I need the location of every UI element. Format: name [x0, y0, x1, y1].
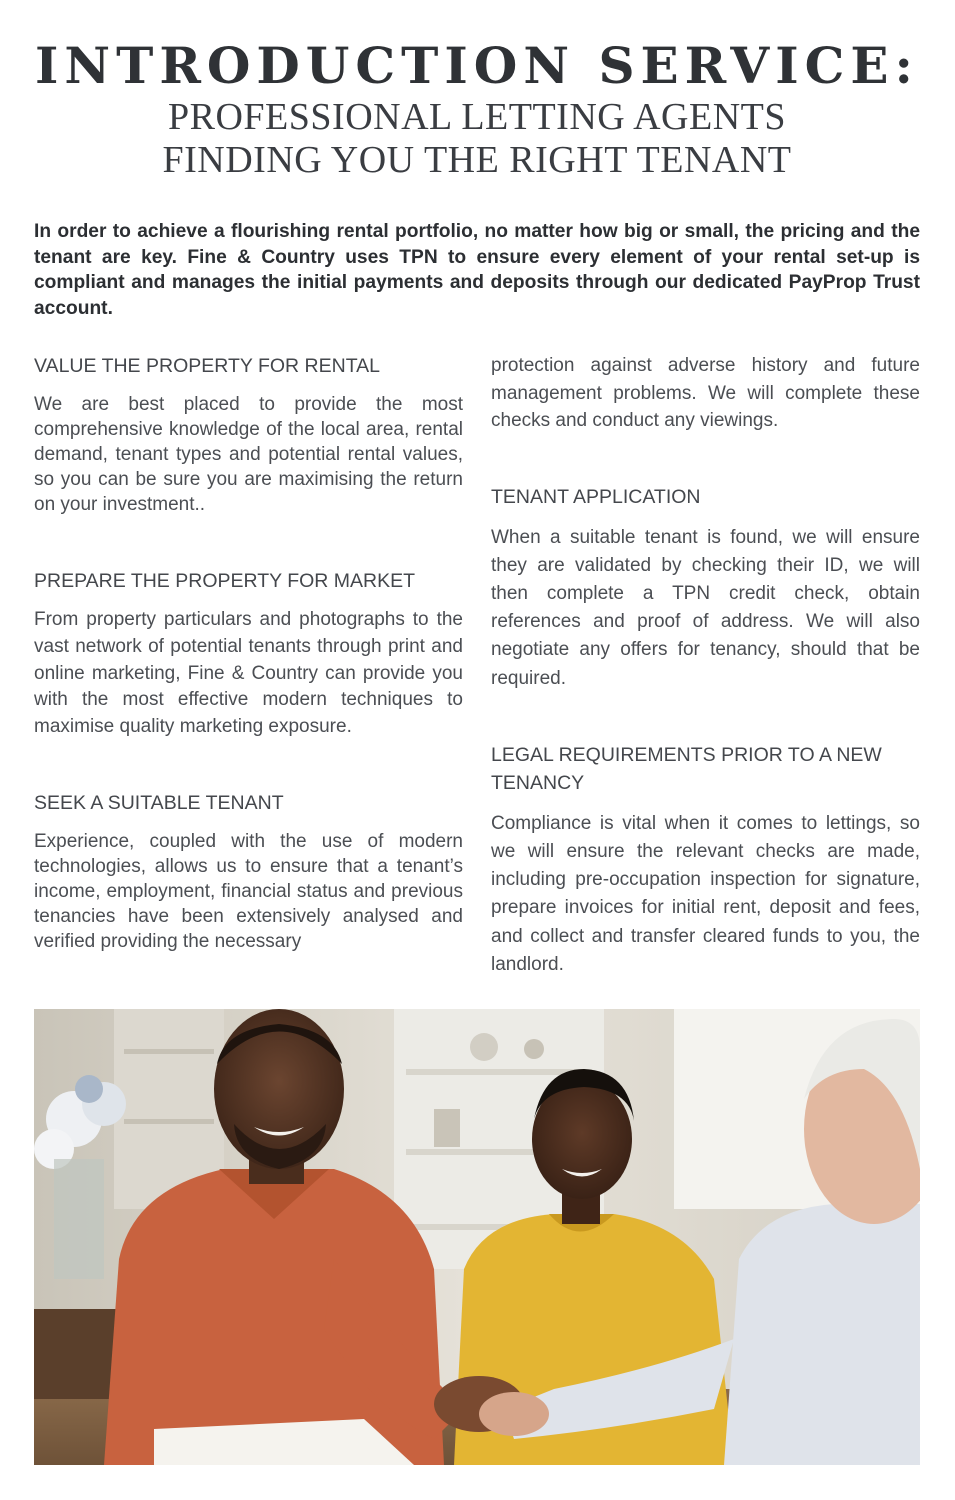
- section-prepare-property: [34, 567, 463, 741]
- page-subtitle-line-2: FINDING YOU THE RIGHT TENANT: [162, 139, 792, 181]
- section-heading: SEEK A SUITABLE TENANT: [34, 791, 284, 814]
- section-body-continued: protection against adverse history and future management problems. We will complete these checks and conduct any viewings.: [491, 355, 920, 431]
- section-body: From property particulars and photographs to the vast network of potential tenants through print and online marketing, Fine & Country can provide you with the most effective modern techniques to maximise quality marketing exposure.: [34, 609, 463, 738]
- right-column: [491, 350, 920, 979]
- left-column: [34, 350, 463, 954]
- page-title: INTRODUCTION SERVICE:: [35, 36, 919, 95]
- page-subtitle-line-1: PROFESSIONAL LETTING AGENTS: [168, 96, 786, 138]
- section-heading: PREPARE THE PROPERTY FOR MARKET: [34, 570, 416, 592]
- section-body: When a suitable tenant is found, we will ensure they are validated by checking their ID, we will then complete a TPN credit check, obtain references and proof of address. We will also negotiate any offers for tenancy, should that be required.: [491, 526, 920, 689]
- section-heading: TENANT APPLICATION: [491, 485, 701, 508]
- intro-paragraph: In order to achieve a flourishing rental portfolio, no matter how big or small, the pricing and the tenant are key. Fine & Country uses TPN to ensure every element of your rental set-up is compliant and manages the initial payments and deposits through our dedicated PayProp Trust account.: [34, 221, 920, 319]
- handshake-photo-illustration: [34, 1009, 920, 1465]
- section-heading: VALUE THE PROPERTY FOR RENTAL: [34, 355, 381, 377]
- section-value-property: [34, 352, 463, 517]
- section-seek-tenant: [34, 789, 463, 954]
- section-legal-requirements: [491, 741, 920, 979]
- handshake-photo: [34, 1009, 920, 1465]
- title-block: [34, 36, 920, 182]
- section-heading: LEGAL REQUIREMENTS PRIOR TO A NEW TENANCY: [491, 743, 882, 794]
- section-tenant-application: [491, 483, 920, 693]
- section-body: Compliance is vital when it comes to lettings, so we will ensure the relevant checks are made, including pre-occupation inspection for signature, prepare invoices for initial rent, deposit and fees, and collect and transfer cleared funds to you, the landlord.: [491, 812, 920, 975]
- section-body: We are best placed to provide the most comprehensive knowledge of the local area, rental demand, tenant types and potential rental values, so you can be sure you are maximising the return on your investment..: [34, 394, 463, 515]
- section-body: Experience, coupled with the use of modern technologies, allows us to ensure that a tenant’s income, employment, financial status and previous tenancies have been extensively analysed and verified providing the necessary: [34, 830, 463, 952]
